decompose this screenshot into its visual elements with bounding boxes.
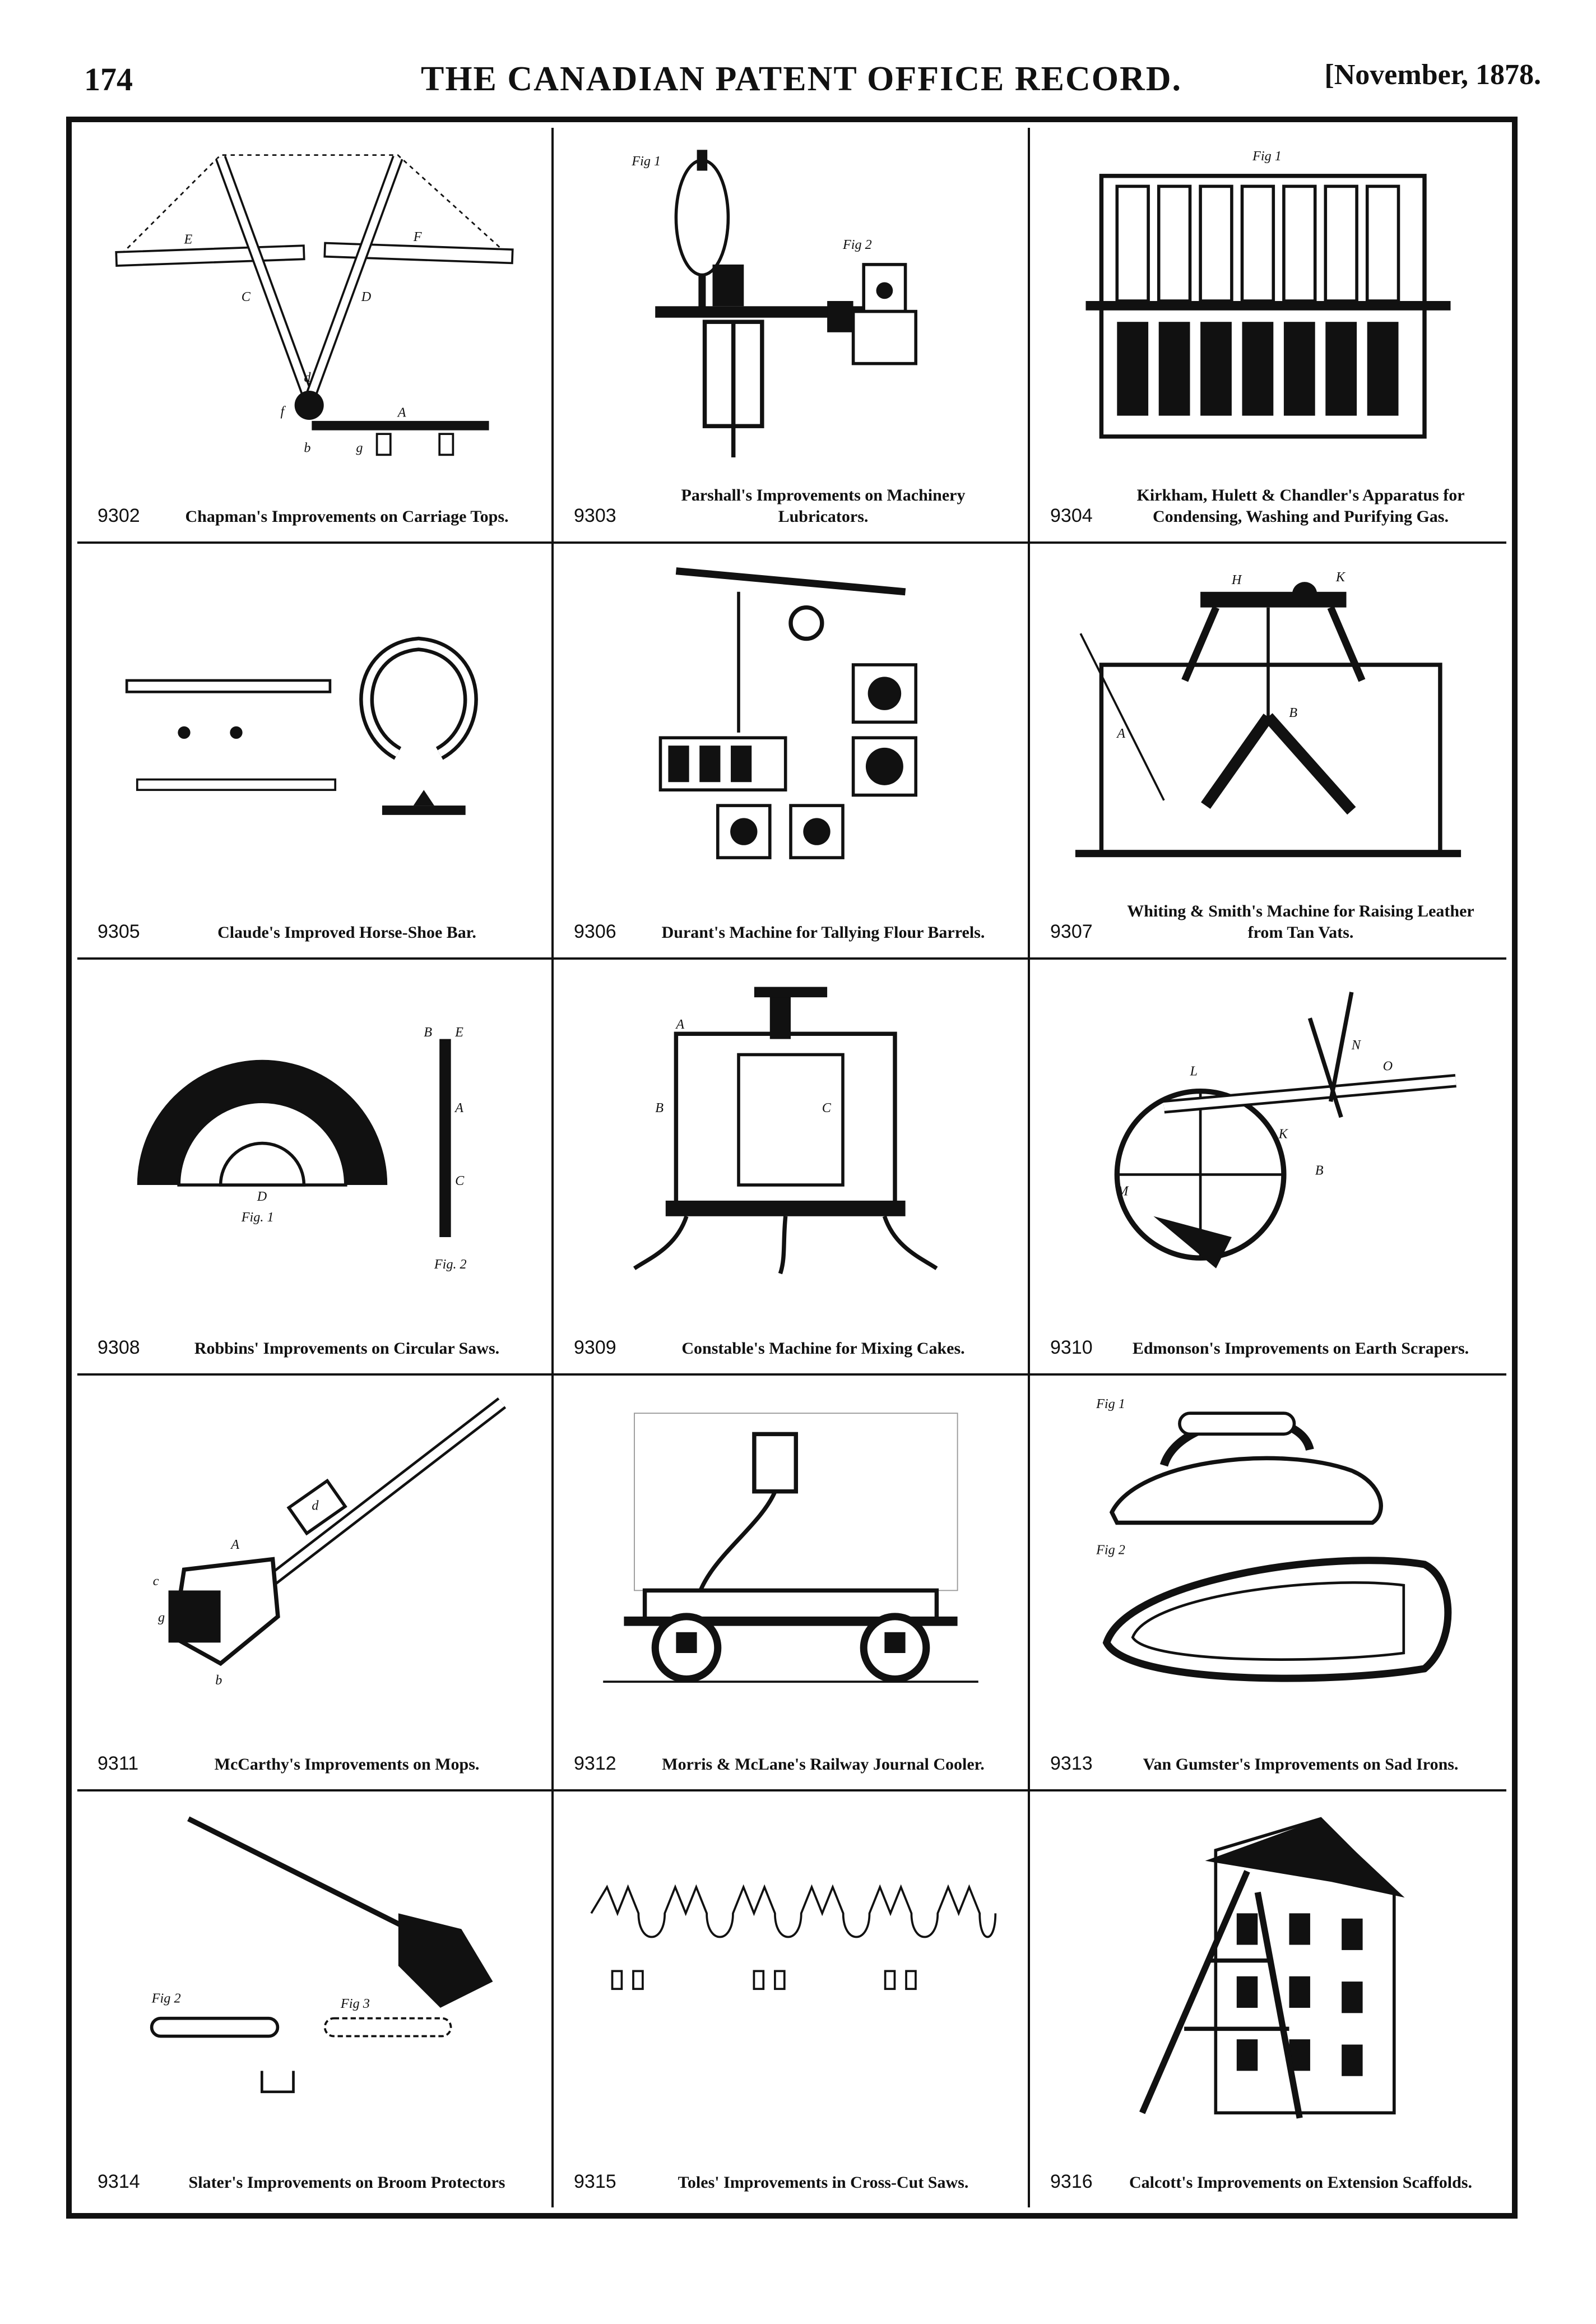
- patent-number: 9307: [1050, 921, 1093, 942]
- patent-caption: [574, 1297, 1011, 1359]
- patent-number: 9312: [574, 1753, 616, 1774]
- patent-caption: [98, 1713, 535, 1775]
- gas-apparatus-drawing: [1052, 145, 1484, 457]
- fig-label: g: [356, 440, 363, 456]
- patent-figure: [100, 976, 529, 1289]
- fig-label: C: [455, 1173, 465, 1188]
- fig-label: f: [280, 404, 285, 419]
- patent-number: 9304: [1050, 505, 1093, 526]
- patent-figure: [576, 976, 1005, 1289]
- patent-caption: [574, 881, 1011, 943]
- fig-label: Fig 1: [632, 154, 661, 169]
- patent-caption: [1050, 465, 1490, 527]
- fig-label: A: [1117, 726, 1126, 742]
- patent-cell-9311: [77, 1376, 554, 1791]
- journal-title: THE CANADIAN PATENT OFFICE RECORD.: [420, 60, 1182, 98]
- patent-number: 9315: [574, 2171, 616, 2192]
- cake-mixer-drawing: [576, 976, 1005, 1289]
- patent-caption: [98, 465, 535, 527]
- patent-caption: [574, 1713, 1011, 1775]
- patent-number: 9303: [574, 505, 616, 526]
- fig-label: O: [1382, 1058, 1393, 1074]
- patent-figure: [576, 561, 1005, 873]
- fig-label: H: [1231, 572, 1242, 587]
- patent-illustration-frame: [66, 117, 1518, 2219]
- patent-cell-9316: [1030, 1791, 1506, 2207]
- issue-date: [November, 1878.: [1324, 59, 1541, 91]
- patent-cell-9303: [554, 128, 1030, 544]
- patent-figure: [1052, 1392, 1484, 1705]
- patent-figure: [1052, 1808, 1484, 2123]
- patent-caption: [98, 1297, 535, 1359]
- patent-number: 9311: [98, 1753, 139, 1774]
- patent-number: 9309: [574, 1337, 616, 1358]
- patent-caption: [574, 2131, 1011, 2193]
- fig-label: F: [413, 229, 422, 245]
- fig-label: M: [1117, 1183, 1129, 1199]
- patent-figure: [576, 1808, 1005, 2123]
- fig-label: N: [1351, 1038, 1361, 1053]
- journal-cooler-drawing: [576, 1392, 1005, 1705]
- fig-label: Fig. 1: [241, 1210, 274, 1225]
- patent-number: 9310: [1050, 1337, 1093, 1358]
- patent-cell-9312: [554, 1376, 1030, 1791]
- patent-title: Constable's Machine for Mixing Cakes.: [681, 1339, 965, 1358]
- fig-label: B: [655, 1100, 664, 1115]
- patent-caption: [1050, 1297, 1490, 1359]
- patent-title: McCarthy's Improvements on Mops.: [214, 1754, 480, 1774]
- barrel-tally-drawing: [576, 561, 1005, 873]
- patent-title: Slater's Improvements on Broom Protectors: [188, 2173, 505, 2192]
- patent-caption: [1050, 2131, 1490, 2193]
- circular-saw-drawing: [100, 976, 529, 1289]
- patent-number: 9316: [1050, 2171, 1093, 2192]
- patent-title: Chapman's Improvements on Carriage Tops.: [185, 507, 509, 526]
- patent-number: 9313: [1050, 1753, 1093, 1774]
- fig-label: Fig 2: [843, 237, 872, 252]
- fig-label: b: [304, 440, 311, 456]
- fig-label: C: [241, 289, 250, 304]
- patent-figure: [1052, 976, 1484, 1289]
- patent-caption: [1050, 881, 1490, 943]
- patent-title: Kirkham, Hulett & Chandler's Apparatus for Condensing, Washing and Purifying Gas.: [1136, 486, 1465, 526]
- fig-label: L: [1190, 1063, 1198, 1079]
- earth-scraper-drawing: [1052, 976, 1484, 1289]
- fig-label: g: [158, 1610, 165, 1626]
- patent-title: Durant's Machine for Tallying Flour Barrels.: [661, 923, 985, 942]
- patent-figure: [1052, 561, 1484, 873]
- fig-label: E: [184, 232, 193, 247]
- patent-cell-9302: [77, 128, 554, 544]
- patent-number: 9314: [98, 2171, 140, 2192]
- patent-number: 9306: [574, 921, 616, 942]
- fig-label: Fig 1: [1096, 1396, 1125, 1411]
- fig-label: d: [312, 1498, 319, 1513]
- patent-figure: [576, 145, 1005, 457]
- fig-label: A: [231, 1537, 239, 1552]
- fig-label: B: [1289, 705, 1297, 720]
- fig-label: c: [152, 1573, 159, 1589]
- broom-protector-drawing: [100, 1808, 529, 2123]
- patent-title: Parshall's Improvements on Machinery Lubricators.: [681, 486, 966, 526]
- horseshoe-bar-drawing: [100, 561, 529, 873]
- fig-label: Fig 1: [1252, 148, 1282, 164]
- patent-caption: [98, 2131, 535, 2193]
- page-number: 174: [84, 61, 133, 98]
- patent-number: 9305: [98, 921, 140, 942]
- patent-cell-9315: [554, 1791, 1030, 2207]
- patent-cell-9308: [77, 960, 554, 1376]
- fig-label: Fig 2: [151, 1990, 181, 2006]
- patent-figure: [100, 145, 529, 457]
- patent-title: Morris & McLane's Railway Journal Cooler.: [662, 1754, 985, 1774]
- fig-label: K: [1335, 570, 1346, 585]
- fig-label: Fig 2: [1096, 1542, 1125, 1558]
- patent-figure: [576, 1392, 1005, 1705]
- fig-label: E: [455, 1024, 463, 1040]
- fig-label: B: [424, 1024, 433, 1040]
- fig-label: d: [304, 370, 311, 386]
- fig-label: Fig 3: [340, 1996, 370, 2011]
- carriage-top-drawing: [100, 145, 529, 457]
- patent-cell-9310: [1030, 960, 1506, 1376]
- patent-title: Whiting & Smith's Machine for Raising Leather from Tan Vats.: [1127, 902, 1474, 942]
- patent-figure: [100, 1808, 529, 2123]
- fig-label: Fig. 2: [434, 1256, 467, 1272]
- patent-cell-9313: [1030, 1376, 1506, 1791]
- patent-cell-9307: [1030, 544, 1506, 960]
- patent-title: Calcott's Improvements on Extension Scaffolds.: [1129, 2173, 1472, 2192]
- patent-figure: [100, 1392, 529, 1705]
- patent-number: 9302: [98, 505, 140, 526]
- fig-label: D: [257, 1188, 267, 1204]
- patent-title: Robbins' Improvements on Circular Saws.: [194, 1339, 500, 1358]
- patent-caption: [98, 881, 535, 943]
- patent-cell-9309: [554, 960, 1030, 1376]
- patent-cell-9306: [554, 544, 1030, 960]
- page-header: [62, 50, 1541, 101]
- patent-figure: [100, 561, 529, 873]
- patent-caption: [574, 465, 1011, 527]
- fig-label: A: [676, 1017, 685, 1032]
- fig-label: D: [361, 289, 372, 304]
- patent-caption: [1050, 1713, 1490, 1775]
- patent-cell-9314: [77, 1791, 554, 2207]
- sad-iron-drawing: [1052, 1392, 1484, 1705]
- patent-title: Van Gumster's Improvements on Sad Irons.: [1143, 1754, 1459, 1774]
- patent-title: Toles' Improvements in Cross-Cut Saws.: [678, 2173, 969, 2192]
- patent-figure: [1052, 145, 1484, 457]
- patent-cell-9305: [77, 544, 554, 960]
- cross-cut-saw-drawing: [576, 1808, 1005, 2123]
- patent-title: Claude's Improved Horse-Shoe Bar.: [217, 923, 476, 942]
- lubricator-drawing: [576, 145, 1005, 457]
- fig-label: A: [397, 405, 406, 420]
- fig-label: K: [1278, 1126, 1288, 1142]
- patent-cell-9304: [1030, 128, 1506, 544]
- patent-grid: [77, 128, 1506, 2207]
- fig-label: A: [455, 1100, 463, 1115]
- patent-number: 9308: [98, 1337, 140, 1358]
- patent-title: Edmonson's Improvements on Earth Scrapers.: [1132, 1339, 1469, 1358]
- tan-vat-machine-drawing: [1052, 561, 1484, 873]
- extension-scaffold-drawing: [1052, 1808, 1484, 2123]
- fig-label: C: [822, 1100, 831, 1115]
- fig-label: B: [1315, 1163, 1324, 1178]
- mop-drawing: [100, 1392, 529, 1705]
- fig-label: b: [215, 1672, 222, 1688]
